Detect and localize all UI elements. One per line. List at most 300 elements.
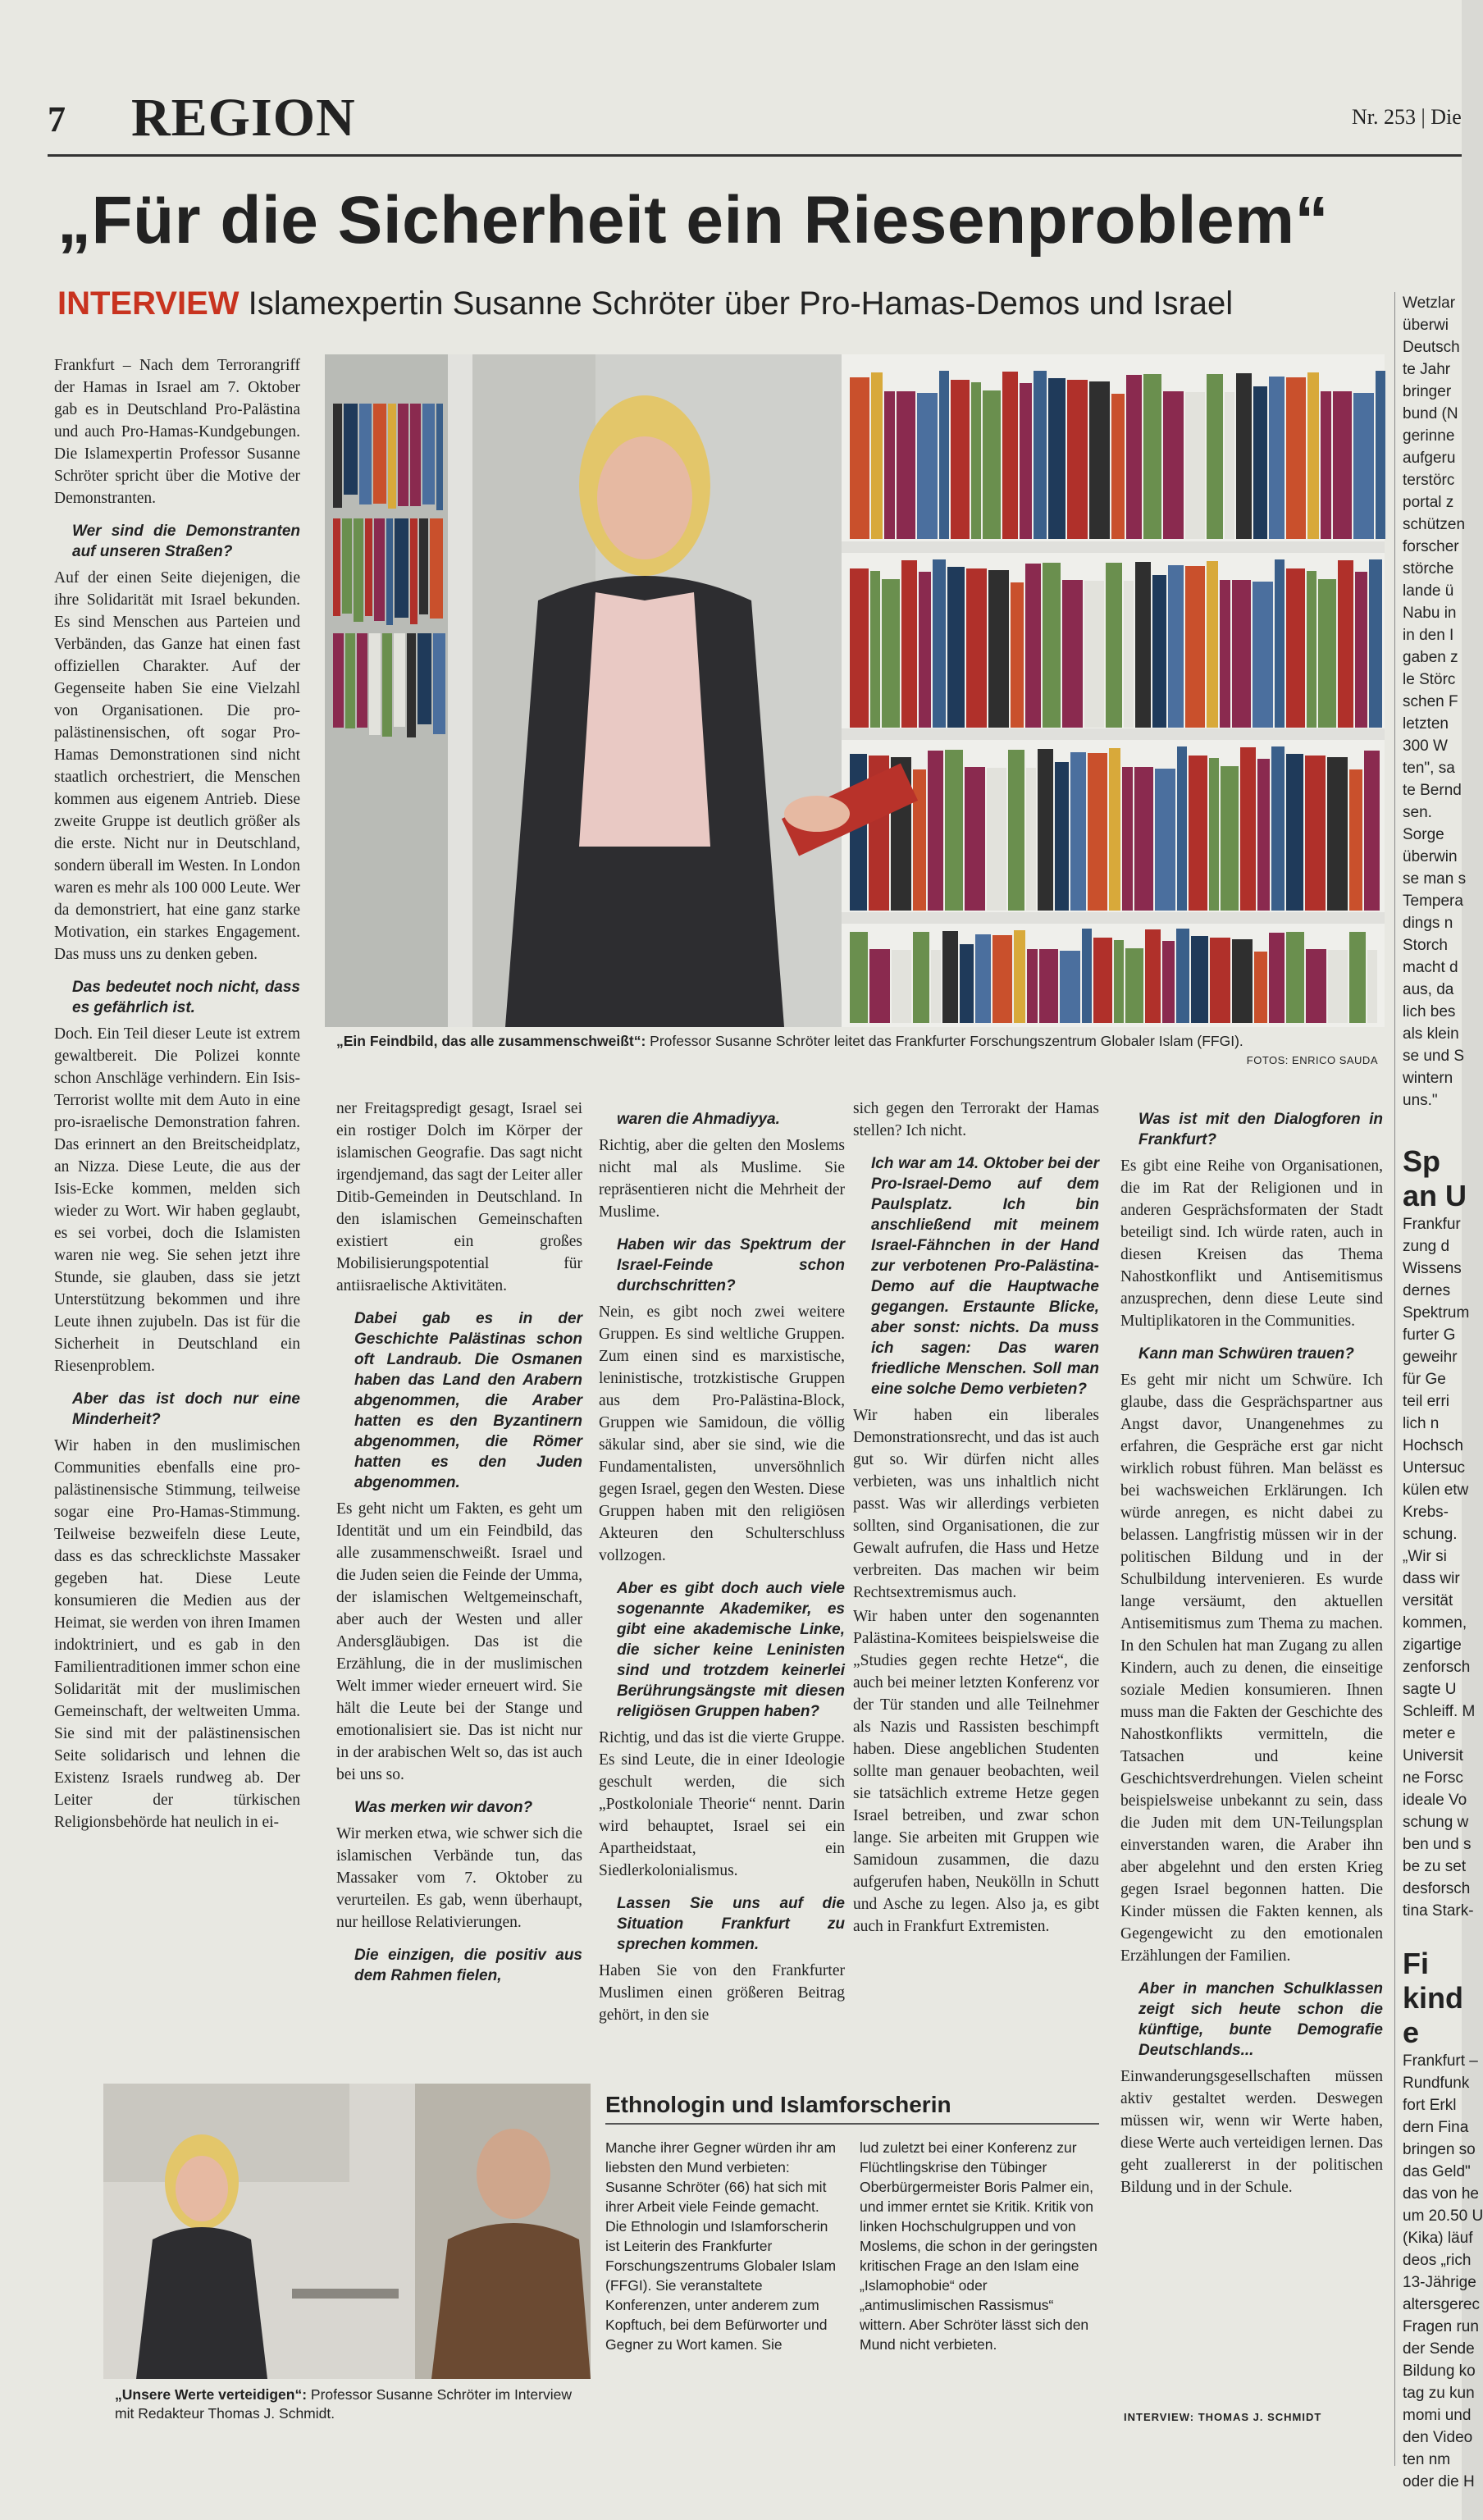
book-spine [374, 518, 385, 621]
book-spine [945, 750, 963, 911]
strip-line: Bildung ko [1403, 2362, 1476, 2380]
strip-line: der Sende [1403, 2340, 1475, 2358]
strip-line: ne Forsc [1403, 1769, 1463, 1787]
photo-credit: FOTOS: ENRICO SAUDA [1246, 1054, 1378, 1066]
strip-line: ten nm [1403, 2451, 1451, 2468]
book-spine [983, 390, 1001, 539]
interview-signoff: INTERVIEW: THOMAS J. SCHMIDT [1124, 2411, 1322, 2423]
interview-question: Wer sind die Demonstranten auf unseren Straßen? [72, 523, 300, 560]
book-spine [422, 404, 435, 504]
strip-line: schen F [1403, 693, 1458, 710]
book-spine [344, 404, 358, 495]
interview-question: Die einzigen, die positiv aus dem Rahmen fielen, [354, 1947, 582, 1984]
book-spine [1125, 948, 1143, 1023]
book-spine [884, 391, 895, 539]
book-spine [850, 568, 869, 728]
strip-line: kommen, [1403, 1614, 1467, 1632]
book-spine [913, 932, 929, 1023]
book-spine [1145, 929, 1161, 1023]
strip-line: desforsch [1403, 1880, 1471, 1897]
strip-line: le Störc [1403, 671, 1456, 688]
book-spine [1220, 580, 1230, 728]
strip-line: dass wir [1403, 1570, 1460, 1587]
book-spine [357, 633, 367, 728]
strip-line: Sp [1403, 1144, 1441, 1178]
interview-answer: Auf der einen Seite diejenigen, die ihre Solidarität mit Israel bekunden. Es sind Menschen aus Parteien und Verbänden, das Ganze hat einen fast offiziellen Charakter. Auf der Gegenseite haben Sie eine Vielzahl von Organisationen. Die pro-palästinensischen, oft sogar Pro-Hamas Demonstrationen sind nicht staatlich orchestriert, die Menschen kommen aus eigenem Antrieb. Diese zweite Gruppe ist deutlich größer als die erste. Nicht nur in Deutschland, sondern überall im Westen. In London waren es mehr als 100 000 Leute. Wer da demonstriert, hat eine ganz starke Motivation, ein starkes Engagement. Das muss uns zu denken geben. [54, 569, 300, 963]
book-spine [1286, 754, 1303, 911]
interview-answer: sich gegen den Terrorakt der Hamas stellen? Ich nicht. [853, 1100, 1099, 1139]
book-spine [933, 559, 946, 728]
book-spine [897, 391, 915, 539]
book-spine [1185, 566, 1205, 728]
caption-lead: „Ein Feindbild, das alle zusammenschweißt“: [336, 1033, 646, 1049]
strip-line: oder die H [1403, 2473, 1475, 2490]
interview-question: Aber das ist doch nur eine Minderheit? [72, 1390, 300, 1428]
book-spine [1082, 929, 1092, 1023]
issue-number: Nr. 253 | Die [1352, 105, 1462, 129]
interview-question: Aber in manchen Schulklassen zeigt sich heute schon die künftige, bunte Demografie Deutschlands... [1138, 1980, 1383, 2059]
strip-line: zigartige [1403, 1637, 1462, 1654]
strip-line: zung d [1403, 1238, 1450, 1255]
interview-question: Lassen Sie uns auf die Situation Frankfurt zu sprechen kommen. [617, 1895, 845, 1953]
book-spine [1338, 560, 1353, 728]
strip-line: störche [1403, 560, 1454, 578]
book-spine [1185, 392, 1205, 539]
strip-line: bringer [1403, 383, 1452, 400]
book-spine [1253, 582, 1273, 728]
strip-line: letzten [1403, 715, 1449, 733]
book-spine [1060, 951, 1080, 1023]
book-spine [951, 380, 970, 539]
interview-answer: ner Freitagspredigt gesagt, Israel sei ein rostiger Dolch im Körper der islamischen Geografie. Das sagt nicht irgendjemand, das sagt der Leiter aller Ditib-Gemeinden in Deutschland. In den islamischen Gemeinschaften existiert ein großes Mobilisierungspotential für antiisraelische Aktivitäten. [336, 1100, 582, 1294]
strip-line: ben und s [1403, 1836, 1472, 1853]
book-spine [1307, 571, 1316, 728]
strip-line: versität [1403, 1592, 1453, 1609]
strip-line: schützen [1403, 516, 1466, 533]
book-spine [1221, 766, 1239, 911]
strip-line: den Video [1403, 2429, 1473, 2446]
book-spine [1014, 930, 1025, 1023]
interview-answer: Wir merken etwa, wie schwer sich die islamischen Verbände tun, das Massaker vom 7. Oktober zu verurteilen. Es gab, wenn überhaupt, nur heillose Relativierungen. [336, 1825, 582, 1931]
book-spine [850, 754, 867, 911]
interview-answer: Frankfurt – Nach dem Terrorangriff der Hamas in Israel am 7. Oktober gab es in Deutschland Pro-Palästina und auch Pro-Hamas-Kundgebungen. Die Islamexpertin Professor Susanne Schröter spricht über die Motive der Demonstranten. [54, 357, 300, 507]
interview-answer: Nein, es gibt noch zwei weitere Gruppen. Es sind weltliche Gruppen. Zum einen sind es marxistische, leninistische, trotzkistische Gruppen aus dem Pro-Palästina-Block, Gruppen wie Samidoun, die völlig säkular sind, aber sie sind, wie die Fundamentalisten, unversöhnlich gegen Israel, gegen den Westen. Diese Gruppen haben mit den religiösen Akteuren den Schulterschluss vollzogen. [599, 1303, 845, 1564]
book-spine [1189, 756, 1207, 911]
interview-photo [103, 2084, 591, 2379]
book-spine [975, 934, 991, 1023]
book-spine [433, 633, 445, 734]
book-spine [1207, 561, 1218, 728]
book-spine [871, 372, 883, 539]
book-spine [1008, 750, 1024, 911]
strip-line: für Ge [1403, 1371, 1446, 1388]
book-spine [1034, 371, 1047, 539]
book-spine [913, 769, 926, 911]
kicker-label: INTERVIEW [57, 285, 240, 322]
interview-answer: Wir haben in den muslimischen Communities ebenfalls eine pro-palästinensische Stimmung, teilweise sogar eine Pro-Hamas-Stimmung. Teilweise bezweifeln diese Leute, dass es das schrecklichste Massaker gegeben hat. Diese Leute konsumieren die Medien aus der Heimat, sie werden von ihren Imamen indoktriniert, und es gab in den Familientraditionen immer schon eine Solidarität mit der muslimischen Gemeinschaft, der weltweiten Umma. Sie sind mit der palästinensischen Seite solidarisch und lehnen die Existenz Israels rundweg ab. Der Leiter der türkischen Religionsbehörde hat neulich in ei- [54, 1437, 300, 1831]
book-spine [1038, 749, 1053, 911]
strip-line: dern Fina [1403, 2119, 1469, 2136]
book-spine [1269, 377, 1285, 539]
book-spine [430, 518, 443, 619]
adjacent-article-2 [1403, 1213, 1476, 1922]
book-spine [1134, 767, 1153, 911]
strip-line: schung. [1403, 1526, 1458, 1543]
strip-line: furter G [1403, 1326, 1456, 1344]
adjacent-article-1 [1403, 292, 1467, 1112]
book-spine [965, 767, 985, 911]
strip-line: e [1403, 2016, 1420, 2049]
strip-line: Nabu in [1403, 605, 1457, 622]
book-spine [365, 518, 372, 616]
book-spine [1355, 572, 1367, 728]
strip-line: das von he [1403, 2185, 1479, 2203]
book-spine [1305, 756, 1326, 911]
interview-question: Was merken wir davon? [354, 1799, 533, 1816]
interview-question: Was ist mit den Dialogforen in Frankfurt? [1138, 1111, 1383, 1148]
book-spine [992, 935, 1012, 1023]
book-spine [394, 633, 405, 727]
interview-answer: Haben Sie von den Frankfurter Muslimen einen größeren Beitrag gehört, in den sie [599, 1962, 845, 2024]
strip-line: ten", sa [1403, 760, 1455, 777]
strip-line: deos „rich [1403, 2252, 1472, 2269]
interview-question: Kann man Schwüren trauen? [1138, 1345, 1354, 1363]
book-spine [1275, 559, 1285, 728]
interview-question: Dabei gab es in der Geschichte Palästinas schon oft Landraub. Die Osmanen haben das Land den Arabern abgenommen, die Araber hatten es den Byzantinern abgenommen, die Römer hatten es den Juden abgenommen. [354, 1310, 582, 1491]
book-spine [1376, 371, 1385, 539]
book-spine [919, 572, 931, 728]
book-spine [1020, 383, 1032, 539]
strip-line: fort Erkl [1403, 2097, 1457, 2114]
strip-line: geweihr [1403, 1349, 1458, 1366]
book-spine [939, 371, 949, 539]
book-spine [1327, 757, 1348, 911]
book-spine [1321, 391, 1331, 539]
book-spine [1163, 391, 1184, 539]
interview-question: Das bedeutet noch nicht, dass es gefährlich ist. [72, 979, 300, 1016]
adjacent-headline-2 [1403, 1144, 1467, 1213]
interview-question: waren die Ahmadiyya. [617, 1111, 780, 1128]
book-spine [1124, 581, 1134, 728]
strip-line: tag zu kun [1403, 2385, 1475, 2402]
book-spine [1306, 949, 1326, 1023]
strip-line: „Wir si [1403, 1548, 1447, 1565]
caption2-text: Professor Susanne Schröter im Interview mit Redakteur Thomas J. Schmidt. [115, 2386, 572, 2422]
infobox-column-1: Manche ihrer Gegner würden ihr am liebsten den Mund verbieten: Susanne Schröter (66) hat sich mit ihrer Arbeit viele Feinde gemacht. Die Ethnologin und Islamforscherin ist Leiterin des Frankfurter Forschungszentrums Globaler Islam (FFGI). Sie veranstaltete Konferenzen, unter anderem zum Kopftuch, bei dem Befürworter und Gegner zu Wort kamen. Sie [605, 2139, 837, 2353]
strip-line: Tempera [1403, 892, 1463, 910]
strip-line: meter e [1403, 1725, 1456, 1742]
strip-line: 300 W [1403, 737, 1448, 755]
interview-photo-caption [115, 2385, 591, 2423]
book-spine [1162, 941, 1175, 1023]
book-spine [382, 633, 392, 737]
book-spine [870, 571, 880, 728]
strip-line: Schleiff. M [1403, 1703, 1476, 1720]
book-spine [1126, 375, 1142, 539]
strip-line: Universit [1403, 1747, 1463, 1764]
book-spine [333, 518, 340, 616]
book-spine [1027, 949, 1038, 1023]
book-spine [1286, 568, 1305, 728]
strip-line: lande ü [1403, 582, 1454, 600]
book-spine [1207, 374, 1223, 539]
strip-line: te Jahr [1403, 361, 1451, 378]
interview-answer: Es gibt eine Reihe von Organisationen, die im Rat der Religionen und in anderen Gesprächsformaten der Stadt beteiligt sind. Ich würde raten, auch in diesen Kreisen das Thema Nahostkonflikt und Antisemitismus anzusprechen, denn diese Leute sind Multiplikatoren in the Communities. [1120, 1157, 1383, 1330]
book-spine [1043, 563, 1061, 728]
book-spine [1002, 372, 1018, 539]
subtitle-text: Islamexpertin Susanne Schröter über Pro-Hamas-Demos und Israel [248, 285, 1234, 322]
infobox-title: Ethnologin und Islamforscherin [605, 2092, 951, 2117]
strip-line: Rundfunk [1403, 2075, 1470, 2092]
book-spine [1093, 938, 1112, 1023]
strip-line: überwin [1403, 848, 1458, 865]
strip-line: überwi [1403, 317, 1449, 334]
interview-question: Ich war am 14. Oktober bei der Pro-Israel-Demo auf dem Paulsplatz. Ich bin anschließend mit meinem Israel-Fähnchen in der Hand zur verbotenen Pro-Palästina-Demo auf die Hauptwache gegangen. Erstaunte Blicke, aber sonst: nichts. Da muss ich sagen: Das waren friedliche Menschen. Soll man eine solche Demo verbieten? [871, 1155, 1099, 1398]
infobox-rule [605, 2123, 1099, 2125]
book-spine [892, 950, 911, 1023]
book-spine [1328, 950, 1348, 1023]
strip-line: lich bes [1403, 1003, 1456, 1020]
strip-line: tina Stark- [1403, 1902, 1474, 1920]
strip-line: Spektrum [1403, 1304, 1470, 1322]
book-spine [1225, 392, 1234, 539]
book-spine [1209, 758, 1219, 911]
strip-line: forscher [1403, 538, 1459, 555]
interview-answer: Wir haben unter den sogenannten Palästina-Komitees beispielsweise die „Studies gegen rechte Hetze“, die auch bei meiner letzten Konferenz vor der Tür standen und alle Teilnehmer als Nazis und Rassisten beschimpft haben. Diese angeblichen Studenten sollte man genauer beobachten, weil sie tatsächlich extreme Hetze gegen Israel betreiben, und zwar schon lange. Sie arbeiten mit Gruppen wie Samidoun zusammen, die dazu aufgerufen haben, Neukölln in Schutt und Asche zu legen. Also ja, es gibt auch in Frankfurt Extremisten. [853, 1608, 1099, 1935]
strip-line: portal z [1403, 494, 1454, 511]
book-spine [1062, 580, 1083, 728]
book-spine [333, 404, 342, 508]
book-spine [1155, 769, 1175, 911]
book-spine [345, 633, 355, 728]
book-spine [1143, 374, 1161, 539]
strip-line: das Geld" [1403, 2163, 1471, 2180]
book-spine [1210, 938, 1230, 1023]
strip-line: sagte U [1403, 1681, 1457, 1698]
book-spine [971, 382, 981, 539]
strip-line: als klein [1403, 1025, 1459, 1043]
book-spine [369, 633, 381, 735]
strip-line: bund (N [1403, 405, 1458, 422]
strip-line: 13-Jährige [1403, 2274, 1476, 2291]
book-spine [1055, 762, 1069, 911]
strip-line: um 20.50 U [1403, 2207, 1483, 2225]
book-spine [1253, 386, 1267, 539]
interview-answer: Es geht nicht um Fakten, es geht um Identität und um ein Feindbild, das alle zusammenschweißt. Israel und die Juden seien die Feinde der Umma, der islamischen Weltgemeinschaft, aber auch der Westen und aller Andersgläubigen. Das ist die Erzählung, die in der muslimischen Welt immer wieder erneuert wird. Sie hält die Leute bei der Stange und emotionalisiert sie. Das ist nicht nur in der arabischen Welt so, das ist auch bei uns so. [336, 1500, 582, 1783]
strip-line: gaben z [1403, 649, 1458, 666]
book-spine [418, 633, 431, 724]
strip-line: terstörc [1403, 472, 1455, 489]
adjacent-headline-3 [1403, 1947, 1462, 2050]
strip-line: kind [1403, 1981, 1464, 2015]
strip-line: Deutsch [1403, 339, 1460, 356]
book-spine [1254, 952, 1267, 1023]
strip-line: aufgeru [1403, 450, 1456, 467]
main-photo [325, 354, 1385, 1027]
strip-line: Storch [1403, 937, 1448, 954]
strip-line: dings n [1403, 915, 1453, 932]
book-spine [436, 404, 443, 510]
page-number: 7 [48, 99, 66, 139]
book-spine [419, 518, 428, 614]
book-spine [931, 950, 941, 1023]
book-spine [1286, 932, 1304, 1023]
strip-line: zenforsch [1403, 1659, 1471, 1676]
main-photo-caption [336, 1032, 1378, 1070]
strip-line: se man s [1403, 870, 1467, 888]
caption-text: Professor Susanne Schröter leitet das Frankfurter Forschungszentrum Globaler Islam (FFGI). [646, 1033, 1243, 1049]
book-spine [1111, 394, 1125, 539]
strip-line: uns." [1403, 1092, 1438, 1109]
book-spine [960, 944, 974, 1023]
article-column-3 [599, 1098, 845, 2028]
book-spine [966, 568, 987, 728]
book-spine [1232, 580, 1251, 728]
book-spine [1191, 936, 1208, 1023]
book-spine [407, 633, 416, 737]
article-column-4 [853, 1098, 1099, 1939]
strip-line: Fi [1403, 1947, 1429, 1980]
interview-answer: Richtig, und das ist die vierte Gruppe. Es sind Leute, die in einer Ideologie geschult werden, die sich „Postkoloniale Theorie“ nennt. Darin wird behauptet, Israel sei ein Apartheidstaat, ein Siedlerkolonialismus. [599, 1729, 845, 1879]
book-spine [1152, 575, 1166, 728]
interview-answer: Es geht mir nicht um Schwüre. Ich glaube, dass die Gesprächspartner aus Angst davor, Unangenehmes zu erfahren, die Gespräche erst gar nicht wirklich robust führen. Man belässt es bei wachsweichen Erklärungen. Ich würde anregen, es nicht dabei zu belassen. Langfristig müssen wir in der politischen Bildung und in der Schulbildung intervenieren. Es wurde lange versäumt, den aktuellen Antisemitismus zum Thema zu machen. In den Schulen hat man Zugang zu allen Kindern, auch zu denen, die einseitige soziale Medien konsumieren. Ihnen muss man die Fakten der Geschichte des Nahostkonflikts vermitteln, die Tatsachen und keine Geschichtsverdrehungen. Vielen scheint beispielsweise unbekannt zu sein, dass die Juden mit dem UN-Teilungsplan einverstanden waren, die Araber ihn aber abgelehnt und den ersten Krieg gegen Israel begonnen hatten. Die Kinder müssen die Fakten kennen, als Gegengewicht zu den emotionalen Erzählungen der Familien. [1120, 1372, 1383, 1965]
book-spine [333, 633, 344, 728]
strip-line: be zu set [1403, 1858, 1467, 1875]
adjacent-articles-strip [1403, 292, 1483, 2493]
article-column-1 [54, 354, 300, 1835]
strip-line: Untersuc [1403, 1459, 1466, 1477]
book-spine [988, 570, 1009, 728]
book-spine [1369, 559, 1382, 728]
book-spine [942, 931, 958, 1023]
book-spine [386, 518, 393, 625]
strip-line: in den I [1403, 627, 1454, 644]
book-spine [1039, 949, 1058, 1023]
book-spine [1025, 564, 1041, 728]
book-spine [1084, 581, 1104, 728]
strip-line: gerinne [1403, 427, 1455, 445]
book-spine [1122, 767, 1133, 911]
book-spine [1307, 372, 1319, 539]
interview-question: Aber es gibt doch auch viele sogenannte Akademiker, es gibt eine akademische Linke, die sicher keine Leninisten sind und trotzdem keinerlei Berührungsängste mit diesen religiösen Gruppen haben? [617, 1580, 845, 1720]
article-subhead [57, 285, 1233, 322]
book-spine [395, 518, 408, 618]
book-spine [1011, 582, 1024, 728]
header-rule [48, 154, 1462, 157]
book-spine [882, 579, 900, 728]
book-spine [1240, 747, 1256, 911]
strip-line: altersgerec [1403, 2296, 1480, 2313]
book-spine [869, 949, 890, 1023]
book-spine [1135, 562, 1151, 728]
book-spine [901, 560, 917, 728]
strip-line: külen etw [1403, 1481, 1469, 1499]
strip-line: Wissens [1403, 1260, 1462, 1277]
book-spine [373, 404, 386, 504]
strip-line: lich n [1403, 1415, 1440, 1432]
book-spine [1168, 565, 1184, 728]
book-spine [1026, 768, 1036, 911]
book-spine [947, 567, 965, 728]
strip-line: dernes [1403, 1282, 1451, 1299]
strip-line: ideale Vo [1403, 1792, 1467, 1809]
book-spine [850, 932, 868, 1023]
book-spine [1177, 746, 1187, 911]
book-spine [1088, 753, 1107, 911]
book-spine [1048, 378, 1065, 539]
strip-line: Frankfurt – [1403, 2052, 1478, 2070]
book-spine [1269, 933, 1285, 1023]
interview-question: Haben wir das Spektrum der Israel-Feinde schon durchschritten? [617, 1236, 845, 1294]
article-column-2 [336, 1098, 582, 1991]
book-spine [1236, 373, 1252, 539]
book-spine [359, 404, 372, 504]
strip-line: Frankfur [1403, 1216, 1461, 1233]
book-spine [1349, 769, 1362, 911]
strip-line: Hochsch [1403, 1437, 1463, 1454]
book-spine [1067, 380, 1088, 539]
strip-line: Krebs- [1403, 1504, 1449, 1521]
strip-line: Wetzlar [1403, 294, 1456, 312]
interview-answer: Richtig, aber die gelten den Moslems nicht mal als Muslime. Sie repräsentieren nicht die Mehrheit der Muslime. [599, 1137, 845, 1221]
caption2-lead: „Unsere Werte verteidigen“: [115, 2386, 308, 2403]
interview-answer: Einwanderungsgesellschaften müssen aktiv gestaltet werden. Deswegen müssen wir, wenn wir Werte haben, diese Werte auch verteidigen lernen. Das geht zuallererst in der politischen Bildung und in der Schule. [1120, 2068, 1383, 2196]
interview-answer: Doch. Ein Teil dieser Leute ist extrem gewaltbereit. Die Polizei konnte schon Anschläge verhindern. Ein Isis-Terrorist wollte mit dem Auto in eine pro-israelische Demonstration fahren. Das erinnert an den Breitscheidplatz, an Nizza. Diese Leute, die aus der Isis-Ecke kommen, melden sich wieder zu Wort. Wir haben geglaubt, es sei vorbei, doch die Islamisten waren nie weg. Sie sehen jetzt ihre Stunde, sie glauben, dass sie jetzt Unterstützung bekommen und ihre Leute ihnen zujubeln. Das ist für die Sicherheit in Deutschland ein Riesenproblem. [54, 1025, 300, 1375]
strip-line: te Bernd [1403, 782, 1462, 799]
book-spine [987, 768, 1006, 911]
book-spine [354, 518, 363, 622]
book-spine [342, 518, 352, 614]
book-spine [1070, 752, 1086, 911]
article-headline: „Für die Sicherheit ein Riesenproblem“ [57, 183, 1330, 258]
book-spine [1109, 748, 1120, 911]
book-spine [1333, 391, 1352, 539]
strip-line: Fragen run [1403, 2318, 1479, 2335]
strip-line: schung w [1403, 1814, 1469, 1831]
book-spine [398, 404, 408, 506]
book-spine [1286, 377, 1306, 539]
infobox-column-2: lud zuletzt bei einer Konferenz zur Flüchtlingskrise den Tübinger Oberbürgermeister Boris Palmer ein, und immer erntet sie Kritik. Kritik von linken Hochschulgruppen und von Moslems, die schon in der geringsten kritischen Frage an den Islam eine „Islamophobie“ oder „antimuslimischen Rassismus“ wittern. Aber Schröter lässt sich den Mund nicht verbieten. [860, 2139, 1097, 2353]
book-spine [1114, 940, 1124, 1023]
book-spine [917, 393, 938, 539]
section-title: REGION [131, 88, 356, 148]
book-spine [1176, 929, 1189, 1023]
book-spine [1106, 563, 1122, 728]
book-spine [1232, 939, 1253, 1023]
book-spine [1271, 746, 1285, 911]
adjacent-article-3 [1403, 2050, 1483, 2493]
book-spine [388, 404, 396, 509]
book-spine [850, 377, 869, 539]
book-spine [1367, 950, 1377, 1023]
strip-line: Sorge [1403, 826, 1444, 843]
book-spine [1257, 759, 1270, 911]
book-spine [928, 751, 943, 911]
article-column-5 [1120, 1098, 1383, 2200]
strip-line: an U [1403, 1179, 1467, 1212]
book-spine [1364, 751, 1380, 911]
book-spine [410, 518, 418, 624]
book-spine [1318, 579, 1336, 728]
strip-line: momi und [1403, 2407, 1472, 2424]
book-spine [410, 404, 421, 506]
strip-line: sen. [1403, 804, 1432, 821]
book-spine [1089, 381, 1110, 539]
strip-line: macht d [1403, 959, 1458, 976]
strip-line: teil erri [1403, 1393, 1450, 1410]
interview-answer: Wir haben ein liberales Demonstrationsrecht, und das ist auch gut so. Wir dürfen nicht alles verbieten, was uns inhaltlich nicht passt. Was wir allerdings verbieten sollten, sind Organisationen, die zur Gewalt aufrufen, die Hass und Hetze verbreiten. Das machen wir beim Rechtsextremismus auch. [853, 1407, 1099, 1601]
strip-line: se und S [1403, 1048, 1464, 1065]
